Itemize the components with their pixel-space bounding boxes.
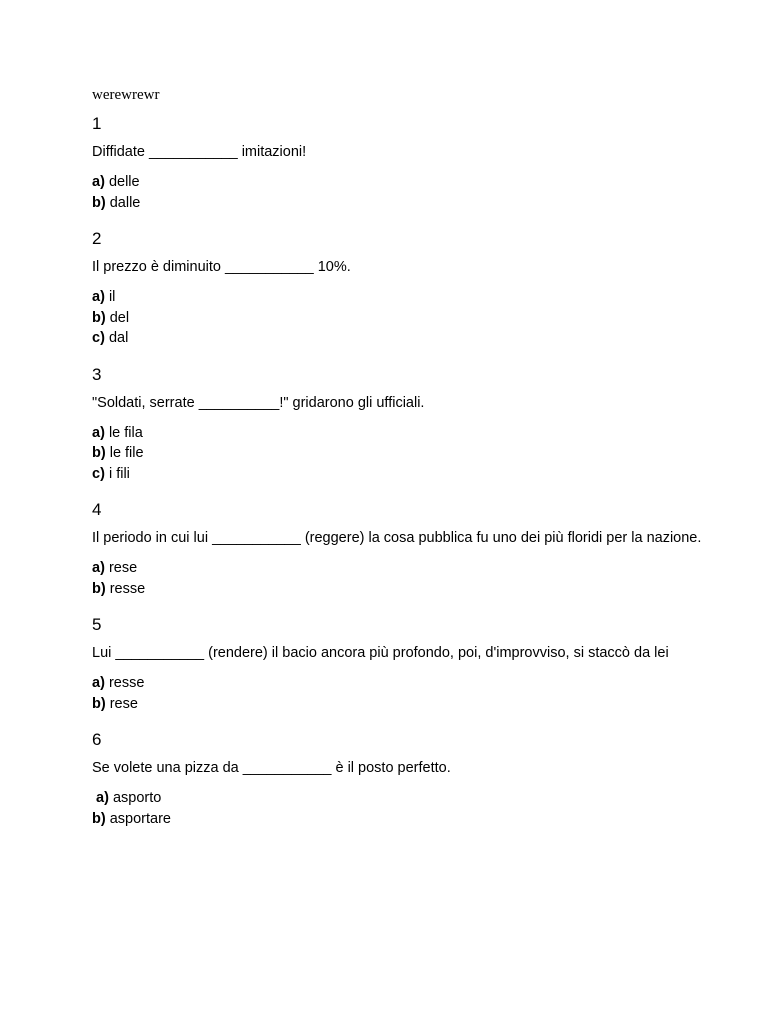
answer-option — [92, 558, 712, 579]
option-letter: b) — [92, 309, 106, 326]
question-block — [92, 113, 712, 213]
option-text: asportare — [109, 810, 171, 827]
answer-options — [92, 788, 712, 829]
answer-option — [92, 287, 712, 308]
question-number: 2 — [92, 229, 102, 248]
option-letter: b) — [92, 695, 106, 712]
question-text: Lui ___________ (rendere) il bacio ancora più profondo, poi, d'improvviso, si staccò da lei — [92, 645, 669, 661]
answer-option — [92, 308, 712, 329]
question-block — [92, 228, 712, 349]
answer-option — [92, 193, 712, 214]
option-letter: b) — [92, 580, 106, 597]
answer-option — [92, 443, 712, 464]
option-letter: c) — [92, 330, 105, 346]
answer-option — [92, 464, 712, 485]
question-block — [92, 364, 712, 485]
option-text: il — [108, 289, 116, 305]
question-number: 3 — [92, 364, 102, 384]
answer-option — [92, 328, 712, 349]
answer-option — [92, 694, 712, 715]
option-letter: b) — [92, 810, 106, 827]
option-text: dal — [108, 330, 129, 346]
option-text: i fili — [108, 465, 130, 482]
answer-options — [92, 287, 712, 349]
document-body — [92, 86, 712, 844]
option-letter: a) — [92, 790, 109, 806]
option-text: del — [109, 309, 130, 326]
question-text: Diffidate ___________ imitazioni! — [92, 144, 307, 160]
option-letter: a) — [92, 560, 105, 576]
question-text: Il prezzo è diminuito ___________ 10%. — [92, 259, 351, 275]
option-text: resse — [108, 675, 145, 691]
answer-option — [92, 172, 712, 193]
option-letter: b) — [92, 445, 106, 461]
answer-option — [92, 673, 712, 694]
document-title: werewrewr — [92, 87, 160, 103]
answer-options — [92, 172, 712, 213]
question-text: Se volete una pizza da ___________ è il posto perfetto. — [92, 760, 451, 776]
option-letter: c) — [92, 465, 105, 482]
option-text: delle — [108, 174, 140, 190]
answer-option — [92, 788, 712, 809]
option-text: rese — [108, 560, 138, 576]
question-block — [92, 729, 712, 829]
option-letter: a) — [92, 174, 105, 190]
answer-options — [92, 673, 712, 714]
question-number: 6 — [92, 730, 102, 749]
option-letter: a) — [92, 424, 105, 441]
question-text: "Soldati, serrate __________!" gridarono gli ufficiali. — [92, 394, 425, 411]
question-number: 4 — [92, 500, 102, 519]
option-text: le fila — [108, 424, 143, 441]
answer-option — [92, 423, 712, 444]
option-letter: a) — [92, 675, 105, 691]
option-text: dalle — [109, 194, 141, 211]
option-text: le file — [109, 445, 144, 461]
question-number: 5 — [92, 615, 102, 634]
answer-option — [92, 809, 712, 830]
answer-options — [92, 558, 712, 599]
option-text: rese — [109, 695, 138, 712]
option-letter: b) — [92, 194, 106, 211]
answer-option — [92, 579, 712, 600]
question-text: Il periodo in cui lui ___________ (reggere) la cosa pubblica fu uno dei più floridi per la nazione. — [92, 530, 702, 546]
option-letter: a) — [92, 289, 105, 305]
option-text: asporto — [112, 790, 162, 806]
option-text: resse — [109, 580, 146, 597]
answer-options — [92, 423, 712, 485]
question-list — [92, 113, 712, 829]
question-block — [92, 614, 712, 714]
question-number: 1 — [92, 114, 102, 133]
question-block — [92, 499, 712, 599]
